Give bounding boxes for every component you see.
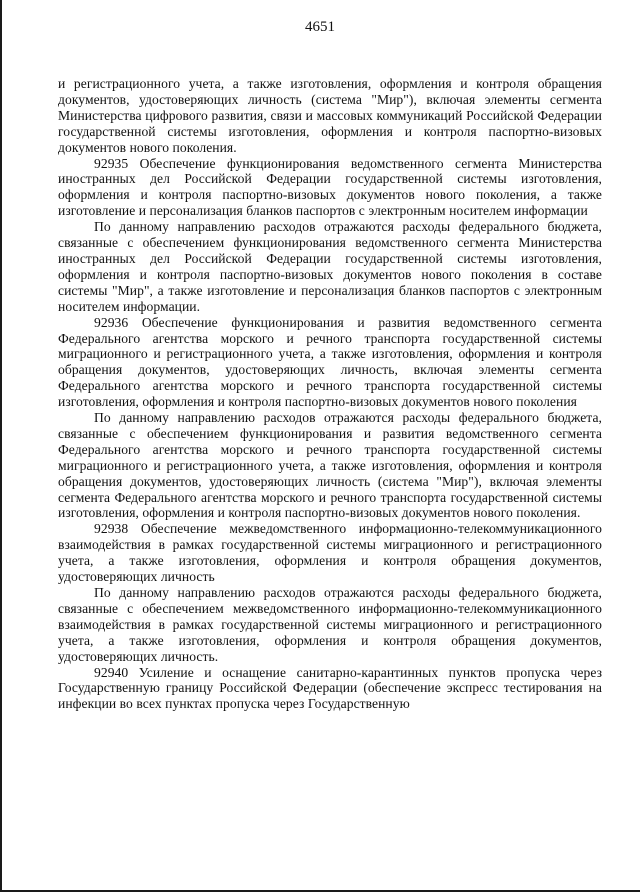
paragraph-92935-heading: 92935 Обеспечение функционирования ведомственного сегмента Министерства иностранных дел Российской Федерации государственной системы изготовления, оформления и контроля паспортно-визовых документов нового поколения, а также изготовление и персонализация бланков паспортов с электронным носителем информации xyxy=(58,155,602,219)
paragraph-92936-description: По данному направлению расходов отражаются расходы федерального бюджета, связанные с обеспечением функционирования и развития ведомственного сегмента Федерального агентства морского и речного транспорта государственной системы миграционного и регистрационного учета, а также изготовления, оформления и контроля обращения документов, удостоверяющих личность (система "Мир"), включая элементы сегмента Федерального агентства морского и речного транспорта государственной системы изготовления, оформления и контроля паспортно-визовых документов нового поколения. xyxy=(58,410,602,521)
document-body xyxy=(58,76,602,712)
paragraph-92940-heading: 92940 Усиление и оснащение санитарно-карантинных пунктов пропуска через Государственную границу Российской Федерации (обеспечение экспресс тестирования на инфекции во всех пунктах пропуска через Государственную xyxy=(58,664,602,712)
paragraph-continuation: и регистрационного учета, а также изготовления, оформления и контроля обращения документов, удостоверяющих личность (система "Мир"), включая элементы сегмента Министерства цифрового развития, связи и массовых коммуникаций Российской Федерации государственной системы изготовления, оформления и контроля паспортно-визовых документов нового поколения. xyxy=(58,76,602,155)
paragraph-92938-heading: 92938 Обеспечение межведомственного информационно-телекоммуникационного взаимодействия в рамках государственной системы миграционного и регистрационного учета, а также изготовления, оформления и контроля обращения документов, удостоверяющих личность xyxy=(58,521,602,585)
paragraph-92935-description: По данному направлению расходов отражаются расходы федерального бюджета, связанные с обеспечением функционирования ведомственного сегмента Министерства иностранных дел Российской Федерации государственной системы изготовления, оформления и контроля паспортно-визовых документов нового поколения в составе системы "Мир", а также изготовление и персонализация бланков паспортов с электронным носителем информации. xyxy=(58,219,602,314)
paragraph-92938-description: По данному направлению расходов отражаются расходы федерального бюджета, связанные с обеспечением межведомственного информационно-телекоммуникационного взаимодействия в рамках государственной системы миграционного и регистрационного учета, а также изготовления, оформления и контроля обращения документов, удостоверяющих личность. xyxy=(58,585,602,664)
page-number: 4651 xyxy=(305,19,335,35)
paragraph-92936-heading: 92936 Обеспечение функционирования и развития ведомственного сегмента Федерального агентства морского и речного транспорта государственной системы миграционного и регистрационного учета, а также изготовления, оформления и контроля обращения документов, удостоверяющих личность, включая элементы сегмента Федерального агентства морского и речного транспорта государственной системы изготовления, оформления и контроля паспортно-визовых документов нового поколения xyxy=(58,314,602,410)
